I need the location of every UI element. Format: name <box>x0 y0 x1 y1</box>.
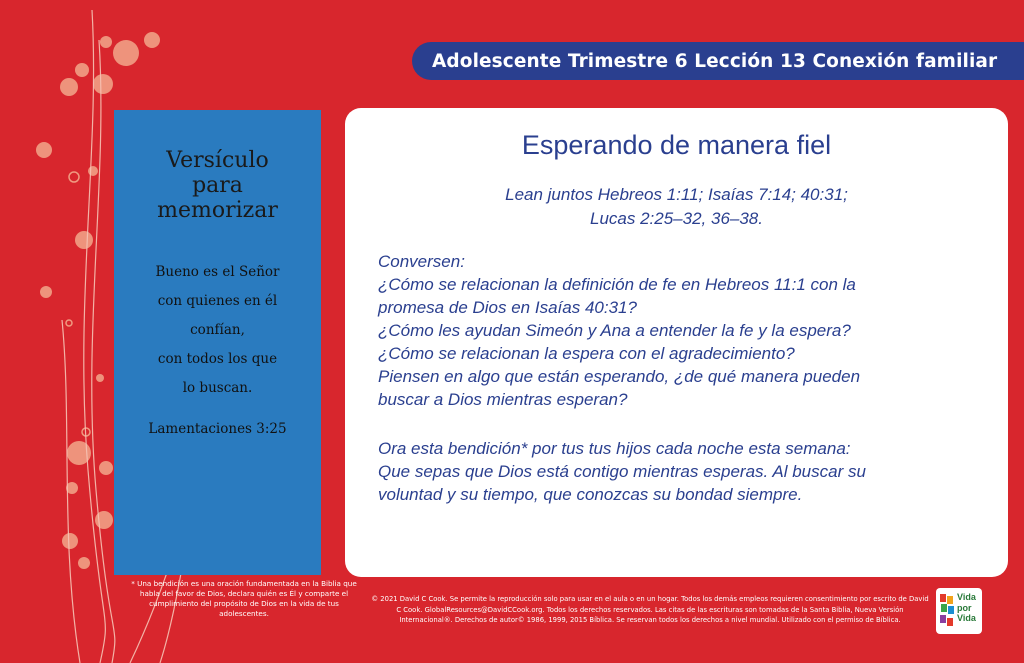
memory-verse-reference: Lamentaciones 3:25 <box>148 421 287 437</box>
logo-wordmark: Vida por Vida <box>957 592 976 623</box>
memory-verse-text: Bueno es el Señor con quienes en él confían, con todos los que lo buscan. <box>155 264 280 396</box>
discussion-questions: Conversen: ¿Cómo se relacionan la definición de fe en Hebreos 11:1 con la promesa de Dios en Isaías 40:31? ¿Cómo les ayudan Simeón y Ana a entender la fe y la espera? ¿Cómo se relacionan la espera con el agradecimiento? Piensen en algo que están esperando, ¿de qué manera pueden buscar a Dios mientras esperan? <box>378 252 861 409</box>
memory-verse-card <box>114 110 321 575</box>
lesson-header-title: Adolescente Trimestre 6 Lección 13 Conexión familiar <box>432 50 998 72</box>
copyright-notice: © 2021 David C Cook. Se permite la reproducción solo para usar en el aula o en un hogar. Todos los demás empleos requieren consentimiento por escrito de David C Cook. GlobalResources@DavidCCook.org. Todos los derechos reservados. Las citas de las escrituras son tomadas de la Santa Biblia, Nueva Versión Internacional®. Derechos de autor© 1986, 1999, 2015 Bíblica. Se reservan todos los derechos a nivel mundial. Utilizado con el permiso de Bíblica. <box>371 595 929 624</box>
main-content-card <box>345 108 1008 577</box>
lesson-header-banner <box>412 42 1024 80</box>
vida-por-vida-logo <box>936 588 982 634</box>
blessing-footnote: * Una bendición es una oración fundamentada en la Biblia que habla del favor de Dios, declara quién es Él y comparte el cumplimiento del propósito de Dios en la vida de tus adolescentes. <box>131 579 357 618</box>
memory-verse-heading: Versículo para memorizar <box>157 148 278 223</box>
lesson-title: Esperando de manera fiel <box>521 130 832 160</box>
logo-mark-icon <box>938 592 958 632</box>
reading-assignment: Lean juntos Hebreos 1:11; Isaías 7:14; 40:31; Lucas 2:25–32, 36–38. <box>505 185 848 228</box>
blessing-prayer: Ora esta bendición* por tus tus hijos cada noche esta semana: Que sepas que Dios está contigo mientras esperas. Al buscar su voluntad y su tiempo, que conozcas su bondad siempre. <box>378 439 866 504</box>
